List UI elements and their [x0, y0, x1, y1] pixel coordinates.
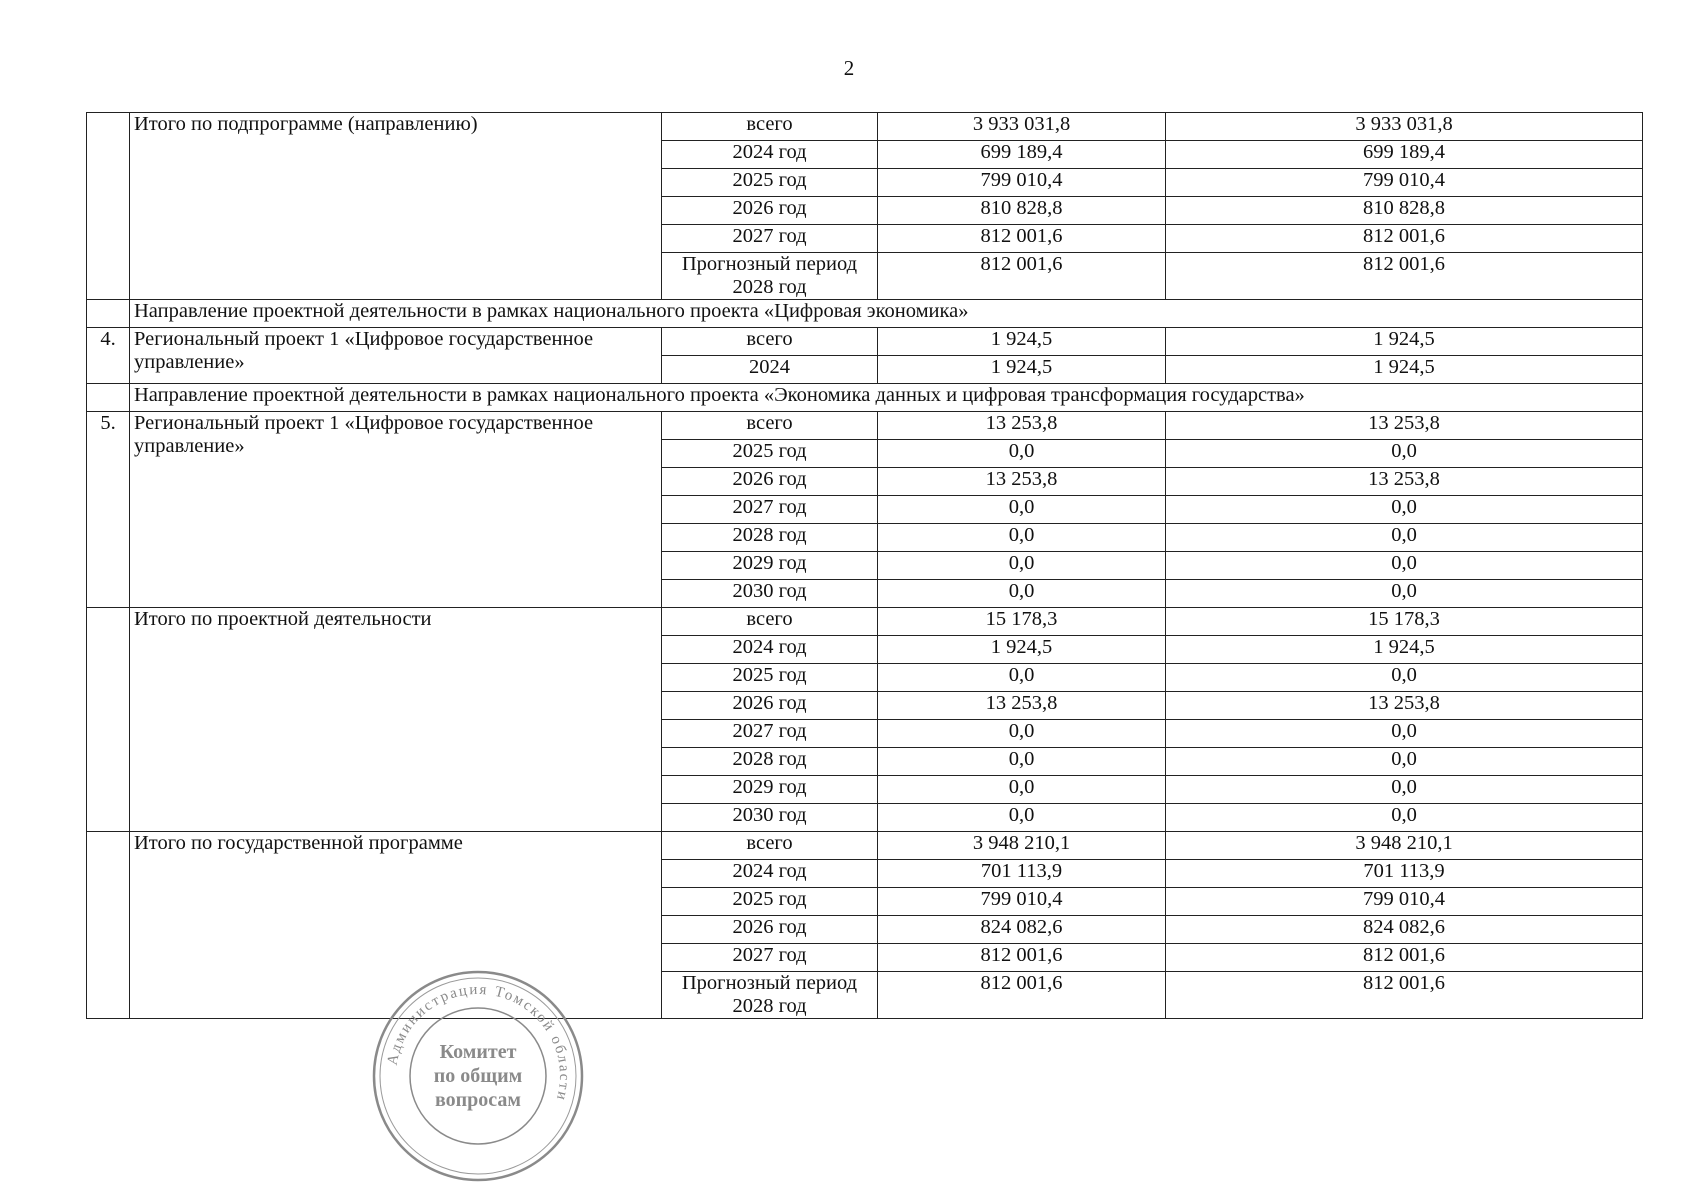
row-number: 4. — [87, 328, 130, 384]
value-cell: 3 933 031,8 — [878, 113, 1166, 141]
row-name: Итого по государственной программе — [130, 832, 662, 1019]
value-cell: 812 001,6 — [1166, 972, 1643, 1019]
period-cell: 2026 год — [662, 468, 878, 496]
value-cell: 0,0 — [1166, 664, 1643, 692]
period-cell: 2029 год — [662, 776, 878, 804]
page-number: 2 — [843, 56, 855, 80]
value-cell: 699 189,4 — [1166, 141, 1643, 169]
value-cell: 1 924,5 — [878, 356, 1166, 384]
period-cell: 2024 — [662, 356, 878, 384]
official-stamp — [368, 966, 588, 1186]
period-cell: всего — [662, 328, 878, 356]
period-cell: 2027 год — [662, 225, 878, 253]
value-cell: 799 010,4 — [878, 888, 1166, 916]
period-cell: 2027 год — [662, 944, 878, 972]
row-name: Итого по подпрограмме (направлению) — [130, 113, 662, 300]
section-title: Направление проектной деятельности в рамках национального проекта «Цифровая экономика» — [130, 300, 1643, 328]
value-cell: 0,0 — [1166, 748, 1643, 776]
value-cell: 1 924,5 — [878, 328, 1166, 356]
table-row — [87, 412, 1643, 440]
value-cell: 13 253,8 — [878, 412, 1166, 440]
period-cell: 2024 год — [662, 636, 878, 664]
value-cell: 13 253,8 — [878, 468, 1166, 496]
section-row — [87, 384, 1643, 412]
row-name: Региональный проект 1 «Цифровое государственное управление» — [130, 412, 662, 608]
period-cell: 2025 год — [662, 169, 878, 197]
value-cell: 0,0 — [878, 524, 1166, 552]
value-cell: 799 010,4 — [878, 169, 1166, 197]
period-cell: 2028 год — [662, 524, 878, 552]
table-row — [87, 832, 1643, 860]
row-name: Региональный проект 1 «Цифровое государственное управление» — [130, 328, 662, 384]
value-cell: 0,0 — [878, 748, 1166, 776]
period-cell: 2024 год — [662, 860, 878, 888]
period-cell: 2028 год — [662, 748, 878, 776]
period-cell: всего — [662, 412, 878, 440]
value-cell: 3 948 210,1 — [1166, 832, 1643, 860]
value-cell: 15 178,3 — [1166, 608, 1643, 636]
row-number — [87, 384, 130, 412]
period-cell: 2026 год — [662, 916, 878, 944]
value-cell: 0,0 — [878, 664, 1166, 692]
stamp-line-2: по общим — [433, 1065, 523, 1087]
stamp-line-3: вопросам — [434, 1089, 522, 1111]
value-cell: 701 113,9 — [1166, 860, 1643, 888]
period-cell: 2026 год — [662, 692, 878, 720]
period-cell: 2030 год — [662, 804, 878, 832]
value-cell: 812 001,6 — [878, 225, 1166, 253]
value-cell: 3 933 031,8 — [1166, 113, 1643, 141]
section-title: Направление проектной деятельности в рамках национального проекта «Экономика данных и цифровая трансформация государства» — [130, 384, 1643, 412]
period-cell: 2025 год — [662, 888, 878, 916]
value-cell: 1 924,5 — [1166, 356, 1643, 384]
period-cell: 2027 год — [662, 496, 878, 524]
value-cell: 824 082,6 — [878, 916, 1166, 944]
value-cell: 812 001,6 — [878, 972, 1166, 1019]
value-cell: 799 010,4 — [1166, 888, 1643, 916]
value-cell: 810 828,8 — [1166, 197, 1643, 225]
value-cell: 1 924,5 — [1166, 636, 1643, 664]
value-cell: 0,0 — [878, 552, 1166, 580]
row-number — [87, 608, 130, 832]
value-cell: 0,0 — [878, 496, 1166, 524]
value-cell: 0,0 — [878, 580, 1166, 608]
value-cell: 701 113,9 — [878, 860, 1166, 888]
value-cell: 1 924,5 — [1166, 328, 1643, 356]
value-cell: 0,0 — [1166, 440, 1643, 468]
value-cell: 13 253,8 — [878, 692, 1166, 720]
value-cell: 0,0 — [878, 776, 1166, 804]
period-cell: 2027 год — [662, 720, 878, 748]
row-number — [87, 832, 130, 1019]
period-cell: 2026 год — [662, 197, 878, 225]
budget-table — [86, 112, 1643, 1019]
period-cell: всего — [662, 113, 878, 141]
value-cell: 0,0 — [1166, 496, 1643, 524]
value-cell: 13 253,8 — [1166, 412, 1643, 440]
stamp-line-1: Комитет — [439, 1041, 517, 1063]
row-number — [87, 113, 130, 300]
value-cell: 0,0 — [1166, 804, 1643, 832]
period-cell: Прогнозный период 2028 год — [662, 972, 878, 1019]
stamp-ring-text: Администрация Томской области — [384, 981, 573, 1104]
row-name: Итого по проектной деятельности — [130, 608, 662, 832]
value-cell: 0,0 — [1166, 580, 1643, 608]
value-cell: 812 001,6 — [1166, 944, 1643, 972]
value-cell: 824 082,6 — [1166, 916, 1643, 944]
value-cell: 812 001,6 — [878, 253, 1166, 300]
value-cell: 699 189,4 — [878, 141, 1166, 169]
value-cell: 0,0 — [878, 720, 1166, 748]
value-cell: 0,0 — [1166, 552, 1643, 580]
period-cell: 2025 год — [662, 664, 878, 692]
value-cell: 0,0 — [1166, 776, 1643, 804]
period-cell: Прогнозный период 2028 год — [662, 253, 878, 300]
value-cell: 799 010,4 — [1166, 169, 1643, 197]
table-row — [87, 113, 1643, 141]
value-cell: 810 828,8 — [878, 197, 1166, 225]
period-cell: всего — [662, 608, 878, 636]
section-row — [87, 300, 1643, 328]
period-cell: 2024 год — [662, 141, 878, 169]
value-cell: 13 253,8 — [1166, 468, 1643, 496]
table-row — [87, 328, 1643, 356]
value-cell: 812 001,6 — [878, 944, 1166, 972]
value-cell: 3 948 210,1 — [878, 832, 1166, 860]
value-cell: 15 178,3 — [878, 608, 1166, 636]
value-cell: 0,0 — [1166, 524, 1643, 552]
row-number — [87, 300, 130, 328]
period-cell: 2030 год — [662, 580, 878, 608]
value-cell: 0,0 — [878, 804, 1166, 832]
value-cell: 13 253,8 — [1166, 692, 1643, 720]
period-cell: всего — [662, 832, 878, 860]
table-row — [87, 608, 1643, 636]
value-cell: 0,0 — [878, 440, 1166, 468]
value-cell: 812 001,6 — [1166, 253, 1643, 300]
period-cell: 2029 год — [662, 552, 878, 580]
value-cell: 0,0 — [1166, 720, 1643, 748]
row-number: 5. — [87, 412, 130, 608]
period-cell: 2025 год — [662, 440, 878, 468]
value-cell: 1 924,5 — [878, 636, 1166, 664]
value-cell: 812 001,6 — [1166, 225, 1643, 253]
